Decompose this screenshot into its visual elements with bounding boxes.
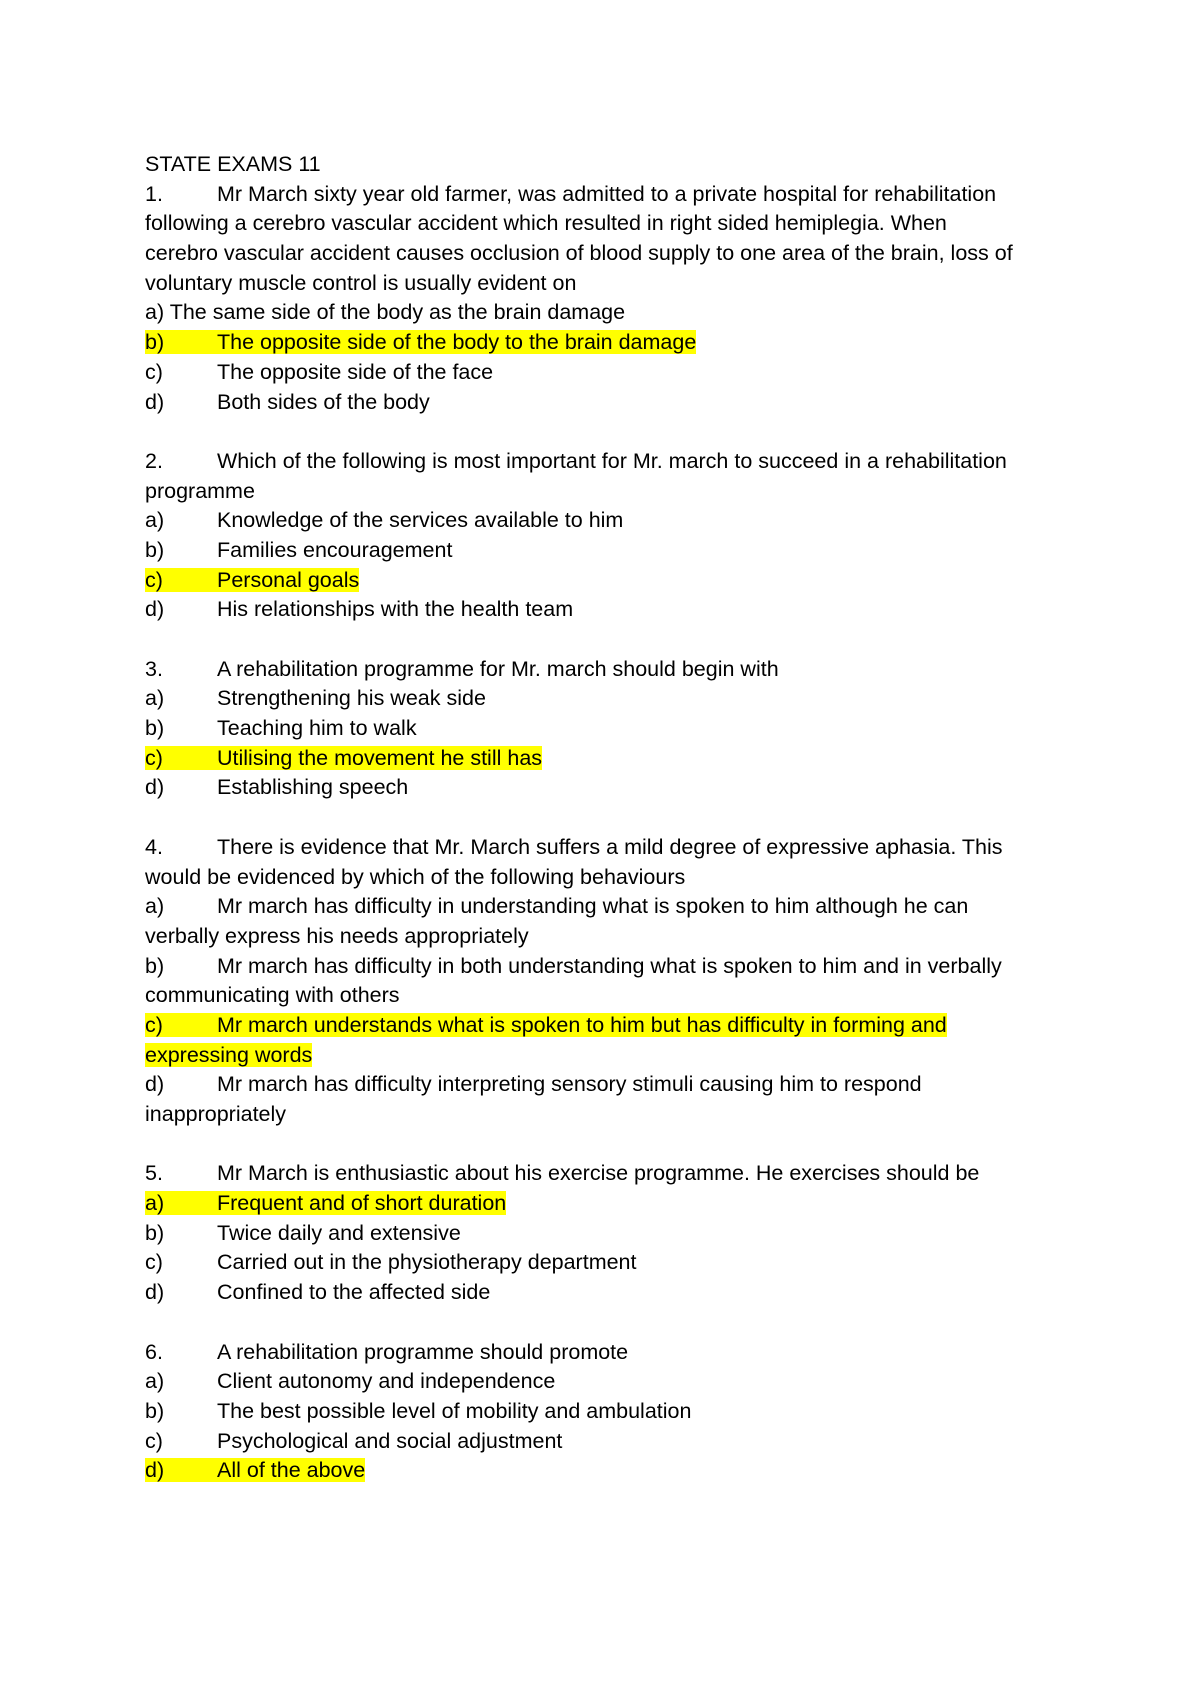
question-text-line: cerebro vascular accident causes occlusion of blood supply to one area of the brain, loss of — [145, 241, 1013, 266]
answer-option — [145, 1427, 1065, 1457]
option-text: Utilising the movement he still has — [217, 745, 543, 770]
question-5 — [145, 1159, 1065, 1307]
option-text: Twice daily and extensive — [217, 1220, 461, 1245]
option-letter: d) — [145, 1072, 165, 1097]
option-text: Both sides of the body — [217, 389, 430, 414]
question-text: Mr March is enthusiastic about his exercise programme. He exercises should be — [217, 1161, 980, 1186]
question-stem — [145, 447, 1065, 477]
option-text: The opposite side of the face — [217, 359, 494, 384]
option-text: The best possible level of mobility and ambulation — [217, 1398, 692, 1423]
answer-option — [145, 388, 1065, 418]
answer-option — [145, 714, 1065, 744]
question-text: Which of the following is most important for Mr. march to succeed in a rehabilitation — [217, 448, 1007, 473]
question-3 — [145, 655, 1065, 803]
option-text: Carried out in the physiotherapy department — [217, 1250, 637, 1275]
question-6 — [145, 1338, 1065, 1486]
option-letter: b) — [145, 330, 165, 355]
question-text-line: voluntary muscle control is usually evident on — [145, 270, 577, 295]
answer-option — [145, 684, 1065, 714]
option-letter: d) — [145, 1280, 165, 1305]
answer-option — [145, 952, 1065, 982]
question-stem — [145, 180, 1065, 210]
answer-option — [145, 358, 1065, 388]
answer-option — [145, 1367, 1065, 1397]
question-text: A rehabilitation programme for Mr. march should begin with — [217, 656, 779, 681]
question-4 — [145, 833, 1065, 1130]
question-stem — [145, 655, 1065, 685]
option-letter: a) — [145, 1191, 165, 1216]
option-letter: b) — [145, 716, 165, 741]
question-2 — [145, 447, 1065, 625]
answer-option — [145, 1219, 1065, 1249]
answer-option — [145, 1248, 1065, 1278]
option-text: Frequent and of short duration — [217, 1191, 507, 1216]
option-letter: c) — [145, 1250, 163, 1275]
option-letter: d) — [145, 1458, 165, 1483]
option-text: Families encouragement — [217, 537, 453, 562]
answer-option — [145, 773, 1065, 803]
answer-option-continuation: verbally express his needs appropriately — [145, 923, 529, 948]
option-letter: b) — [145, 537, 165, 562]
option-text: His relationships with the health team — [217, 597, 574, 622]
question-stem — [145, 1338, 1065, 1368]
question-stem — [145, 1159, 1065, 1189]
question-number: 6. — [145, 1339, 163, 1364]
question-number: 5. — [145, 1161, 163, 1186]
option-text: All of the above — [217, 1458, 366, 1483]
answer-option — [145, 1397, 1065, 1427]
question-number: 1. — [145, 181, 163, 206]
option-text: Strengthening his weak side — [217, 686, 486, 711]
option-letter: c) — [145, 567, 163, 592]
option-text: expressing words — [145, 1042, 313, 1067]
page-title: STATE EXAMS 11 — [145, 152, 321, 176]
answer-option-correct — [145, 1189, 1065, 1219]
answer-option: a) The same side of the body as the brain damage — [145, 300, 626, 325]
option-letter: c) — [145, 1428, 163, 1453]
answer-option-correct — [145, 1456, 1065, 1486]
answer-option — [145, 1070, 1065, 1100]
answer-option-correct-continuation — [145, 1041, 1065, 1071]
question-text-line: following a cerebro vascular accident which resulted in right sided hemiplegia. When — [145, 211, 947, 236]
question-number: 4. — [145, 834, 163, 859]
option-text: Mr march has difficulty in understanding what is spoken to him although he can — [217, 894, 969, 919]
option-letter: b) — [145, 1398, 165, 1423]
option-text: Client autonomy and independence — [217, 1369, 556, 1394]
question-1 — [145, 180, 1065, 418]
question-number: 3. — [145, 656, 163, 681]
answer-option-correct — [145, 744, 1065, 774]
option-text: Personal goals — [217, 567, 360, 592]
option-letter: c) — [145, 1012, 163, 1037]
question-text-line: programme — [145, 478, 255, 503]
answer-option-continuation: inappropriately — [145, 1102, 287, 1126]
answer-option-correct — [145, 566, 1065, 596]
option-text: Mr march understands what is spoken to him but has difficulty in forming and — [217, 1012, 947, 1037]
question-text: There is evidence that Mr. March suffers a mild degree of expressive aphasia. This — [217, 834, 1003, 859]
answer-option — [145, 1278, 1065, 1308]
option-text: Confined to the affected side — [217, 1280, 491, 1305]
question-number: 2. — [145, 448, 163, 473]
question-text: A rehabilitation programme should promote — [217, 1339, 629, 1364]
option-letter: d) — [145, 775, 165, 800]
option-text: Knowledge of the services available to him — [217, 508, 624, 533]
option-letter: d) — [145, 597, 165, 622]
answer-option-correct — [145, 328, 1065, 358]
option-letter: b) — [145, 1220, 165, 1245]
option-text: Psychological and social adjustment — [217, 1428, 563, 1453]
option-text: The opposite side of the body to the brain damage — [217, 330, 697, 355]
option-letter: a) — [145, 508, 165, 533]
option-letter: d) — [145, 389, 165, 414]
question-text: Mr March sixty year old farmer, was admitted to a private hospital for rehabilitation — [217, 181, 997, 206]
answer-option — [145, 892, 1065, 922]
option-text: Mr march has difficulty interpreting sensory stimuli causing him to respond — [217, 1072, 922, 1097]
answer-option — [145, 595, 1065, 625]
option-letter: a) — [145, 686, 165, 711]
option-letter: b) — [145, 953, 165, 978]
option-text: Mr march has difficulty in both understanding what is spoken to him and in verbally — [217, 953, 1002, 978]
answer-option — [145, 536, 1065, 566]
answer-option — [145, 506, 1065, 536]
option-text: Establishing speech — [217, 775, 409, 800]
option-text: Teaching him to walk — [217, 716, 417, 741]
option-letter: a) — [145, 894, 165, 919]
option-letter: c) — [145, 745, 163, 770]
question-text-line: would be evidenced by which of the following behaviours — [145, 864, 686, 889]
document-body — [145, 150, 1065, 1486]
answer-option-continuation: communicating with others — [145, 983, 400, 1008]
question-stem — [145, 833, 1065, 863]
option-letter: c) — [145, 359, 163, 384]
answer-option-correct — [145, 1011, 1065, 1041]
option-letter: a) — [145, 1369, 165, 1394]
